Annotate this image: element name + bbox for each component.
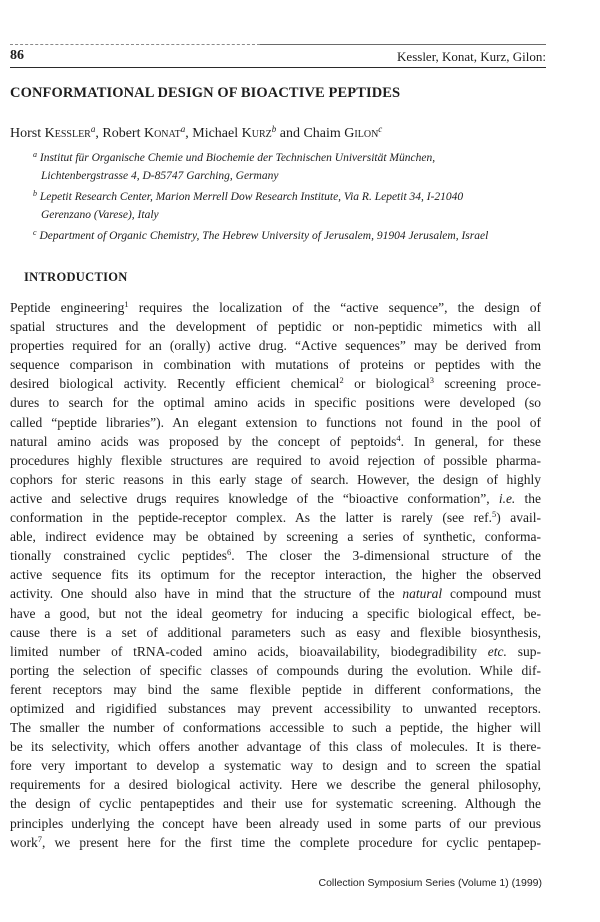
citation-mark: 7 [37, 833, 42, 844]
citation-mark: 6 [226, 547, 232, 558]
text-line: fore very important to develop a systematic way to design and to screen the spatial [10, 758, 541, 774]
affiliation-mark: b [33, 189, 37, 199]
text-line: requirements for a desired biological activity. Here we describe the general philosophy, [10, 777, 541, 793]
author-first-name: Michael [192, 126, 242, 141]
text-line: procedures highly flexible structures are required to avoid rejection of possible pharma- [10, 452, 541, 468]
author-list: Horst Kessler$^a$, Robert Konat$^a$, Michael Kurz$^b$ and Chaim Gilon$^c$ [10, 124, 383, 141]
text-line: dures to search for the optimal amino acids in specific positions were developed (so [10, 395, 541, 411]
author-affiliation-mark: b [271, 124, 277, 134]
author-affiliation-mark: a [180, 124, 186, 134]
text-line: properties required for an (orally) active drug. “Active sequences” may be derived from [10, 338, 541, 354]
text-line: natural amino acids was proposed by the concept of peptoids$^4$. In general, for these [10, 432, 541, 449]
affiliation-line: Lichtenbergstrasse 4, D-85747 Garching, Germany [41, 169, 279, 182]
author-affiliation-mark: c [378, 124, 383, 134]
text-line: sequence comparison in combination with mutations of proteins or peptides with the [10, 357, 541, 373]
header-rule-solid [260, 44, 546, 45]
citation-mark: 3 [429, 375, 434, 386]
text-line: able, indirect evidence may be obtained by screening a series of synthetic, conforma- [10, 529, 541, 545]
text-line: cause there is a set of additional parameters such as easy and flexible biosynthesis, [10, 624, 541, 640]
affiliation-text: Institut für Organische Chemie und Biochemie der Technischen Universität München, [39, 152, 436, 164]
affiliation-mark: c [33, 228, 37, 238]
text-line: work$^7$, we present here for the first time the complete procedure for cyclic pentapep- [10, 833, 541, 850]
text-line: spatial structures and the development of peptidic or non-peptidic mimetics with all [10, 319, 541, 335]
citation-mark: 2 [339, 375, 344, 386]
text-line: limited number of tRNA-coded amino acids, bioavailability, biodegradibility etc. sup- [10, 643, 541, 659]
affiliation-text: Lepetit Research Center, Marion Merrell Dow Research Institute, Via R. Lepetit 34, I-21040 [39, 191, 464, 204]
text-line: ferent receptors may bind the same flexible peptide in different conformations, the [10, 681, 541, 697]
text-line: be its selectivity, which offers another advantage of this class of molecules. It is there- [10, 739, 541, 755]
author-last-name: Kurz [241, 126, 272, 141]
affiliation-text: Department of Organic Chemistry, The Hebrew University of Jerusalem, 91904 Jerusalem, Israel [39, 230, 489, 243]
text-line: optimized and rigidified substances may prevent accessibility to unwanted receptors. [10, 700, 541, 716]
text-line: have a good, but not the ideal geometry for inducing a specific biological effect, be- [10, 605, 541, 621]
citation-mark: 5 [491, 509, 497, 520]
page-number: 86 [10, 48, 24, 63]
text-line: active and selective drugs requires knowledge of the “bioactive conformation”, i.e. the [10, 490, 541, 506]
citation-mark: 4 [396, 432, 401, 443]
text-line: called “peptide libraries”). An elegant extension to functions not found in the pool of [10, 414, 541, 430]
affiliations [33, 146, 553, 246]
author-first-name: Robert [102, 126, 144, 141]
header-underline [10, 67, 546, 68]
section-heading: INTRODUCTION [24, 270, 128, 284]
text-line: active sequence fits its optimum for the receptor interaction, the higher the observed [10, 567, 541, 583]
running-head: Kessler, Konat, Kurz, Gilon: [397, 49, 546, 64]
text-line: The smaller the number of conformations accessible to such a peptide, the higher will [10, 720, 541, 736]
header-rule-dashed [10, 44, 260, 45]
affiliation-mark: a [33, 150, 37, 159]
text-line: Peptide engineering$^1$ requires the localization of the “active sequence”, the design of [10, 299, 541, 315]
affiliation-line [33, 185, 553, 207]
text-line: conformation in the peptide-receptor complex. As the latter is rarely (see ref.$^5$) avail- [10, 509, 541, 526]
author-last-name: Gilon [344, 126, 379, 141]
text-line: tionally constrained cyclic peptides$^6$. The closer the 3-dimensional structure of the [10, 547, 541, 564]
affiliation-line [33, 146, 553, 168]
author-connector: and Chaim [279, 126, 345, 141]
text-line: the design of cyclic pentapeptides and their use for systematic screening. Although the [10, 796, 541, 812]
text-line: desired biological activity. Recently efficient chemical$^2$ or biological$^3$ screening proce- [10, 375, 542, 392]
text-line: principles underlying the concept have been already used in some parts of our previous [10, 815, 541, 831]
text-line: porting the selection of specific classes of compounds during the evolution. While dif- [10, 662, 541, 678]
series-footer: Collection Symposium Series (Volume 1) (1999) [318, 877, 542, 889]
affiliation-line [33, 224, 553, 246]
author-last-name: Konat [143, 126, 181, 141]
paper-title: CONFORMATIONAL DESIGN OF BIOACTIVE PEPTIDES [10, 85, 401, 101]
author-first-name: Horst [10, 126, 45, 141]
affiliation-line: Gerenzano (Varese), Italy [41, 208, 159, 221]
author-last-name: Kessler [44, 126, 91, 141]
text-line: activity. One should also have in mind that the structure of the natural compound must [10, 586, 542, 602]
author-affiliation-mark: a [90, 124, 96, 134]
body-paragraph [10, 298, 541, 852]
text-line: cophors for steric reasons in this early stage of search. However, the design of highly [10, 471, 541, 487]
citation-mark: 1 [124, 299, 129, 309]
